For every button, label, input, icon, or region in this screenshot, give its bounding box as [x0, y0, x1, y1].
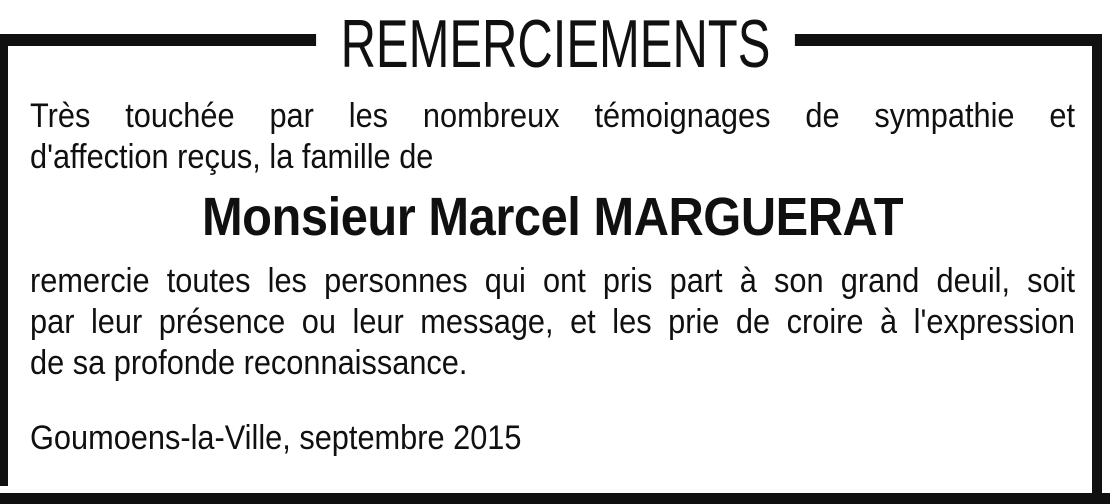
intro-line-1: Très touchée par les nombreux témoignages de sympathie et [30, 97, 1076, 135]
thanks-line-1: remercie toutes les personnes qui ont pris part à son grand deuil, soit [30, 262, 1076, 300]
frame-right-rule [1092, 34, 1102, 493]
thanks-line-3: de sa profonde reconnaissance. [30, 344, 468, 382]
place-date: Goumoens-la-Ville, septembre 2015 [30, 419, 522, 457]
frame-left-rule [0, 34, 8, 486]
thanks-paragraph [30, 261, 1075, 384]
intro-paragraph [30, 96, 1075, 178]
thanks-line-2: par leur présence ou leur message, et les prie de croire à l'expression [30, 303, 1076, 341]
deceased-name: Monsieur Marcel MARGUERAT [201, 187, 904, 247]
notice-title: REMERCIEMENTS [316, 7, 795, 81]
notice-body [30, 0, 1075, 504]
intro-line-2: d'affection reçus, la famille de [30, 138, 434, 176]
